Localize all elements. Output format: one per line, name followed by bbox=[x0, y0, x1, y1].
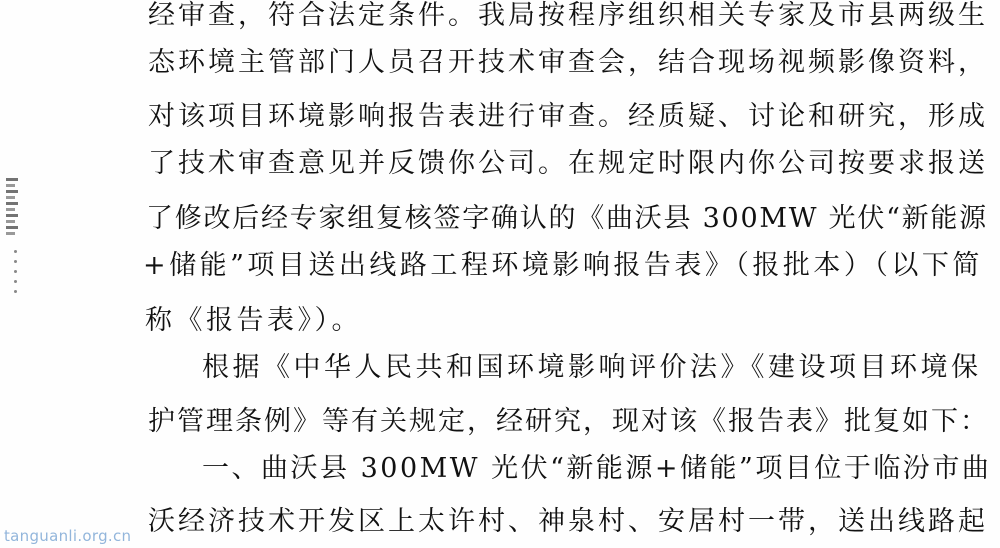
body-line-3: 对该项目环境影响报告表进行审查。经质疑、讨论和研究，形成 bbox=[148, 101, 988, 132]
body-line-9: 护管理条例》等有关规定，经研究，现对该《报告表》批复如下： bbox=[148, 406, 989, 437]
body-line-6: +储能”项目送出线路工程环境影响报告表》（报批本）（以下简 bbox=[143, 250, 983, 281]
site-watermark: tanguanli.org.cn bbox=[4, 527, 132, 545]
body-line-5: 了修改后经专家组复核签字确认的《曲沃县 300MW 光伏“新能源 bbox=[146, 203, 988, 234]
binding-edge-dots bbox=[14, 250, 18, 300]
body-line-8: 根据《中华人民共和国环境影响评价法》《建设项目环境保 bbox=[202, 352, 982, 383]
body-line-7: 称《报告表》）。 bbox=[145, 305, 362, 336]
body-line-10: 一、曲沃县 300MW 光伏“新能源+储能”项目位于临汾市曲 bbox=[202, 453, 992, 484]
binding-edge-marks bbox=[6, 178, 20, 240]
body-line-1: 经审查，符合法定条件。我局按程序组织相关专家及市县两级生 bbox=[148, 0, 988, 31]
body-line-4: 了技术审查意见并反馈你公司。在规定时限内你公司按要求报送 bbox=[148, 148, 988, 179]
body-line-11: 沃经济技术开发区上太许村、神泉村、安居村一带，送出线路起 bbox=[148, 506, 988, 537]
body-line-2: 态环境主管部门人员召开技术审查会，结合现场视频影像资料， bbox=[148, 47, 988, 78]
